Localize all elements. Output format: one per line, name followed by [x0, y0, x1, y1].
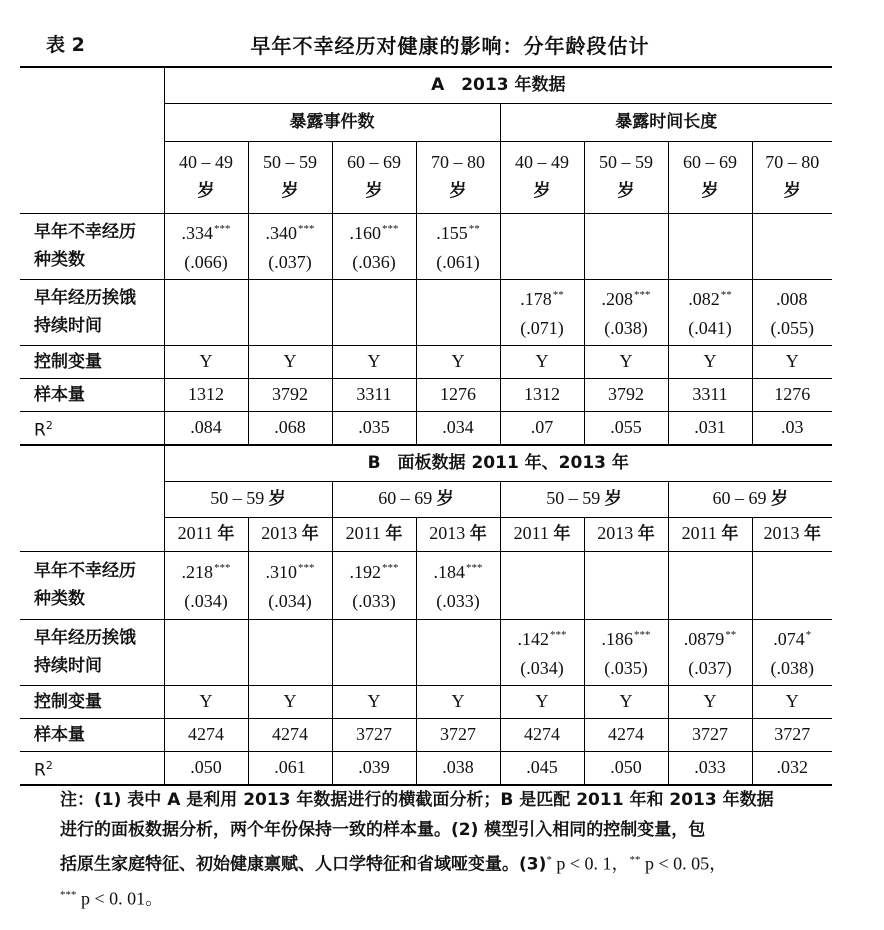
- age-range: 60 – 69: [683, 152, 737, 172]
- age-group-header: [332, 481, 500, 517]
- age-range: 70 – 80: [765, 152, 820, 172]
- n-cell: 3311: [332, 378, 416, 411]
- note-line-1: 注：(1) 表中 A 是利用 2013 年数据进行的横截面分析；B 是匹配 2011 年和 2013 年数据: [60, 790, 774, 810]
- table-note: [60, 785, 832, 914]
- coef: .192: [349, 562, 381, 583]
- r2-cell: .055: [584, 411, 668, 445]
- note-line-3: 括原生家庭特征、初始健康禀赋、人口学特征和省域哑变量。(3)* p < 0. 1，** p < 0. 05，: [60, 853, 728, 875]
- coef: .008: [776, 289, 808, 309]
- significance-stars: ***: [214, 562, 231, 575]
- year-header: [248, 517, 332, 551]
- significance-stars: ***: [298, 223, 315, 235]
- coef: .0879: [683, 629, 725, 650]
- year-unit: 年: [553, 524, 571, 545]
- year: 2013: [429, 523, 470, 544]
- row-label-r2: $R^2$: [34, 758, 53, 781]
- significance-stars: ***: [634, 629, 651, 642]
- coef-cell: [164, 279, 248, 345]
- year: 2011: [345, 523, 386, 544]
- control-cell: Y: [248, 685, 332, 718]
- n-cell: 1312: [500, 378, 584, 411]
- r2-cell: .032: [752, 751, 832, 785]
- year: 2011: [513, 523, 554, 544]
- age-group-header: [164, 481, 332, 517]
- standard-error: (.035): [604, 658, 648, 679]
- control-cell: Y: [584, 685, 668, 718]
- note-line-2: 进行的面板数据分析，两个年份保持一致的样本量。(2) 模型引入相同的控制变量，包: [60, 820, 706, 840]
- coef: .334: [181, 223, 213, 243]
- age-group-header: [248, 141, 332, 213]
- results-table: [20, 66, 832, 786]
- standard-error: (.038): [604, 318, 648, 338]
- control-cell: Y: [416, 685, 500, 718]
- significance-stars: ***: [634, 289, 651, 301]
- coef-cell: [248, 279, 332, 345]
- coef-cell: [164, 551, 248, 619]
- n-cell: 3311: [668, 378, 752, 411]
- age-range: 60 – 69: [712, 488, 771, 509]
- control-cell: Y: [500, 685, 584, 718]
- year-header: [752, 517, 832, 551]
- age-group-header: [584, 141, 668, 213]
- control-cell: Y: [164, 685, 248, 718]
- year-unit: 年: [469, 524, 487, 545]
- standard-error: (.037): [268, 252, 312, 272]
- coef-cell: [584, 279, 668, 345]
- significance-stars: ***: [550, 629, 567, 642]
- n-cell: 4274: [248, 718, 332, 751]
- coef-value: [585, 621, 668, 654]
- coef-value: [669, 281, 752, 314]
- n-cell: 3792: [248, 378, 332, 411]
- coef-cell: [500, 551, 584, 619]
- year-header: [332, 517, 416, 551]
- coef-value: [333, 215, 416, 248]
- age-range: 60 – 69: [378, 488, 437, 509]
- coef-cell: [668, 279, 752, 345]
- r2-cell: .050: [584, 751, 668, 785]
- coef-cell: [416, 551, 500, 619]
- age-range: 70 – 80: [431, 152, 485, 172]
- age-unit: 岁: [449, 181, 467, 201]
- coef-cell: [500, 213, 584, 279]
- age-unit: 岁: [701, 181, 719, 201]
- control-cell: Y: [668, 685, 752, 718]
- significance-stars: **: [720, 289, 732, 301]
- coef-cell: [668, 213, 752, 279]
- age-group-header: [668, 481, 832, 517]
- significance-stars: **: [468, 223, 480, 235]
- n-cell: 4274: [500, 718, 584, 751]
- standard-error: (.038): [770, 658, 814, 679]
- age-unit: 岁: [771, 489, 788, 510]
- coef: .082: [688, 289, 720, 309]
- significance-stars: *: [805, 629, 812, 642]
- standard-error: (.036): [352, 252, 396, 272]
- note-line-4: *** p < 0. 01。: [60, 888, 164, 909]
- coef-cell: [668, 619, 752, 685]
- coef: .186: [601, 629, 633, 650]
- table-title: 早年不幸经历对健康的影响：分年龄段估计: [250, 34, 650, 58]
- group-exposure-count: 暴露事件数: [164, 103, 500, 141]
- control-cell: Y: [332, 685, 416, 718]
- n-cell: 3727: [416, 718, 500, 751]
- year-header: [416, 517, 500, 551]
- coef: .184: [433, 562, 465, 583]
- r2-cell: .031: [668, 411, 752, 445]
- age-unit: 岁: [604, 489, 622, 510]
- coef-cell: [416, 279, 500, 345]
- r2-cell: .068: [248, 411, 332, 445]
- age-range: 50 – 59: [210, 488, 269, 509]
- coef-value: [165, 554, 248, 587]
- year-unit: 年: [217, 524, 235, 545]
- year-unit: 年: [637, 524, 655, 545]
- year-header: [164, 517, 248, 551]
- year-unit: 年: [721, 524, 739, 545]
- coef: .218: [181, 562, 213, 583]
- age-unit: 岁: [617, 181, 635, 201]
- n-cell: 1312: [164, 378, 248, 411]
- age-range: 50 – 59: [546, 488, 605, 509]
- significance-stars: ***: [466, 562, 483, 575]
- n-cell: 4274: [164, 718, 248, 751]
- control-cell: Y: [752, 685, 832, 718]
- age-group-header: [668, 141, 752, 213]
- control-cell: Y: [164, 345, 248, 378]
- row-label-control: 控制变量: [34, 691, 102, 712]
- panel-a-title: A 2013 年数据: [164, 67, 832, 103]
- r2-cell: .045: [500, 751, 584, 785]
- r2-cell: .061: [248, 751, 332, 785]
- age-group-header: [500, 141, 584, 213]
- coef: .340: [265, 223, 297, 243]
- coef-value: [249, 554, 332, 587]
- coef-cell: [416, 619, 500, 685]
- coef-cell: [332, 279, 416, 345]
- coef-value: [501, 281, 584, 314]
- control-cell: Y: [332, 345, 416, 378]
- standard-error: (.034): [184, 591, 228, 612]
- coef: .160: [349, 223, 381, 243]
- standard-error: (.034): [268, 591, 312, 612]
- standard-error: (.037): [688, 658, 732, 679]
- row-label-control: 控制变量: [34, 351, 102, 372]
- row-label-n: 样本量: [34, 724, 85, 745]
- coef: .074: [773, 629, 805, 650]
- age-unit: 岁: [365, 181, 383, 201]
- significance-stars: **: [552, 289, 564, 301]
- significance-stars: ***: [382, 562, 399, 575]
- standard-error: (.041): [688, 318, 732, 338]
- coef-cell: [752, 551, 832, 619]
- coef-cell: [584, 551, 668, 619]
- coef: .208: [601, 289, 633, 309]
- year-unit: 年: [385, 524, 403, 545]
- coef: .142: [517, 629, 549, 650]
- coef-cell: [584, 619, 668, 685]
- coef-value: [753, 281, 833, 314]
- year-unit: 年: [301, 524, 319, 545]
- coef-cell: [416, 213, 500, 279]
- coef-cell: [248, 551, 332, 619]
- age-group-header: [500, 481, 668, 517]
- significance-stars: ***: [214, 223, 231, 235]
- age-range: 40 – 49: [179, 152, 233, 172]
- standard-error: (.061): [436, 252, 480, 272]
- age-unit: 岁: [197, 181, 215, 201]
- coef-cell: [164, 619, 248, 685]
- significance-stars: ***: [382, 223, 399, 235]
- r2-cell: .084: [164, 411, 248, 445]
- control-cell: Y: [752, 345, 832, 378]
- row-label-types: 早年不幸经历 种类数: [34, 561, 136, 610]
- coef-cell: [668, 551, 752, 619]
- age-unit: 岁: [436, 489, 454, 510]
- coef-cell: [248, 619, 332, 685]
- age-unit: 岁: [783, 181, 801, 201]
- row-label-r2: $R^2$: [34, 418, 53, 441]
- control-cell: Y: [584, 345, 668, 378]
- coef-value: [333, 554, 416, 587]
- n-cell: 3792: [584, 378, 668, 411]
- significance-stars: ***: [298, 562, 315, 575]
- n-cell: 1276: [752, 378, 832, 411]
- panel-b-title: B 面板数据 2011 年、2013 年: [164, 445, 832, 481]
- coef-cell: [584, 213, 668, 279]
- coef-value: [249, 215, 332, 248]
- coef-value: [417, 215, 500, 248]
- age-unit: 岁: [533, 181, 551, 201]
- coef-cell: [332, 551, 416, 619]
- r2-cell: .033: [668, 751, 752, 785]
- coef-cell: [332, 213, 416, 279]
- standard-error: (.033): [436, 591, 480, 612]
- coef-cell: [500, 279, 584, 345]
- r2-cell: .034: [416, 411, 500, 445]
- age-group-header: [416, 141, 500, 213]
- age-group-header: [164, 141, 248, 213]
- age-range: 60 – 69: [347, 152, 401, 172]
- r2-cell: .038: [416, 751, 500, 785]
- control-cell: Y: [668, 345, 752, 378]
- coef: .155: [436, 223, 468, 243]
- coef-value: [585, 281, 668, 314]
- age-unit: 岁: [281, 181, 299, 201]
- significance-stars: **: [725, 629, 737, 642]
- coef-cell: [752, 619, 832, 685]
- coef: .178: [520, 289, 552, 309]
- standard-error: (.034): [520, 658, 564, 679]
- year-header: [500, 517, 584, 551]
- r2-cell: .03: [752, 411, 832, 445]
- age-range: 40 – 49: [515, 152, 569, 172]
- control-cell: Y: [500, 345, 584, 378]
- age-unit: 岁: [268, 489, 286, 510]
- coef-cell: [752, 213, 832, 279]
- coef-cell: [332, 619, 416, 685]
- control-cell: Y: [248, 345, 332, 378]
- standard-error: (.066): [184, 252, 228, 272]
- coef-cell: [752, 279, 832, 345]
- age-range: 50 – 59: [599, 152, 653, 172]
- row-label-n: 样本量: [34, 384, 85, 405]
- standard-error: (.033): [352, 591, 396, 612]
- year: 2013: [597, 523, 638, 544]
- group-exposure-duration: 暴露时间长度: [500, 103, 832, 141]
- coef-cell: [500, 619, 584, 685]
- row-label-types: 早年不幸经历 种类数: [34, 222, 136, 270]
- coef: .310: [265, 562, 297, 583]
- control-cell: Y: [416, 345, 500, 378]
- row-label-hunger: 早年经历挨饿 持续时间: [34, 628, 136, 677]
- standard-error: (.071): [520, 318, 564, 338]
- standard-error: (.055): [770, 318, 814, 338]
- r2-cell: .050: [164, 751, 248, 785]
- r2-cell: .039: [332, 751, 416, 785]
- year-header: [668, 517, 752, 551]
- r2-cell: .035: [332, 411, 416, 445]
- coef-value: [753, 621, 833, 654]
- n-cell: 3727: [332, 718, 416, 751]
- age-group-header: [752, 141, 832, 213]
- age-range: 50 – 59: [263, 152, 317, 172]
- year-unit: 年: [804, 524, 821, 545]
- coef-value: [501, 621, 584, 654]
- year-header: [584, 517, 668, 551]
- coef-value: [417, 554, 500, 587]
- r2-cell: .07: [500, 411, 584, 445]
- table-label: 表 2: [46, 34, 85, 56]
- row-label-hunger: 早年经历挨饿 持续时间: [34, 288, 136, 336]
- age-group-header: [332, 141, 416, 213]
- year: 2011: [681, 523, 722, 544]
- n-cell: 4274: [584, 718, 668, 751]
- year: 2013: [763, 523, 804, 544]
- coef-value: [165, 215, 248, 248]
- year: 2011: [177, 523, 218, 544]
- n-cell: 3727: [752, 718, 832, 751]
- coef-cell: [164, 213, 248, 279]
- coef-cell: [248, 213, 332, 279]
- n-cell: 3727: [668, 718, 752, 751]
- coef-value: [669, 621, 752, 654]
- table-title-row: [20, 30, 832, 64]
- year: 2013: [261, 523, 302, 544]
- n-cell: 1276: [416, 378, 500, 411]
